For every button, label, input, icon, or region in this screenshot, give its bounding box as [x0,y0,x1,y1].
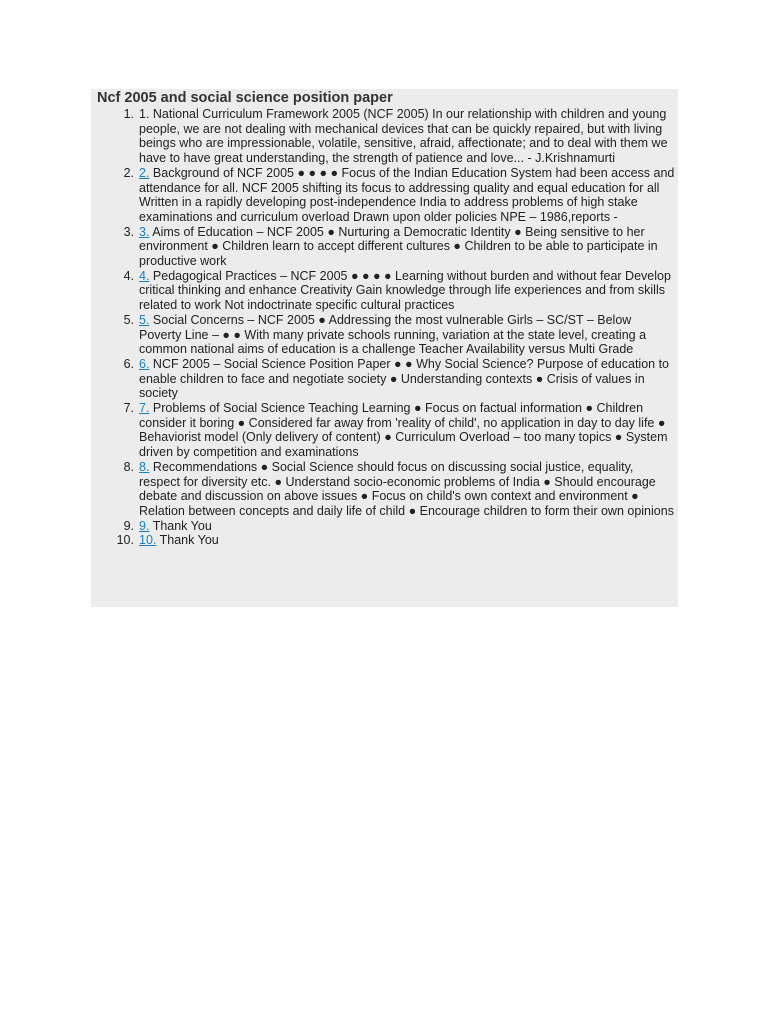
slide-number: 10. [116,533,134,548]
slide-text: 1. National Curriculum Framework 2005 (NCF 2005) In our relationship with children and young people, we are not dealing with mechanical devices that can be quickly repaired, but with living beings who are impressionable, volatile, sensitive, afraid, affectionate; and to deal with them we have to have great understanding, the strength of patience and love... - J.Krishnamurti [139,107,668,166]
slide-text: Problems of Social Science Teaching Learning ● Focus on factual information ● Children consider it boring ● Considered far away from 'reality of child', no application in day to day life ● Behaviorist model (Only delivery of content) ● Curriculum Overload – too many topics ● System driven by competition and examinations [139,401,668,460]
slide-number: 5. [123,312,134,327]
slide-item [91,401,678,460]
slide-list [91,107,678,548]
document-title: Ncf 2005 and social science position paper [97,90,393,106]
slide-text: Social Concerns – NCF 2005 ● Addressing the most vulnerable Girls – SC/ST – Below Poverty Line – ● ● With many private schools running, variation at the state level, creating a common national aims of education is a challenge Teacher Availability versus Multi Grade [139,312,647,357]
slide-text: Thank You [152,518,212,533]
document-panel [91,89,678,607]
slide-number: 2. [123,165,134,180]
slide-number: 7. [123,401,134,416]
slide-link[interactable]: 8. [139,459,150,474]
slide-item [91,460,678,519]
slide-link[interactable]: 6. [139,356,150,371]
slide-text: Background of NCF 2005 ● ● ● ● Focus of the Indian Education System had been access and attendance for all. NCF 2005 shifting its focus to addressing quality and equal education for all Written in a rapidly developing post-independence India to address problems of high stake examinations and curriculum overload Drawn upon older policies NPE – 1986,reports - [139,165,675,224]
slide-link[interactable]: 5. [139,312,150,327]
slide-number: 1. [123,107,134,121]
slide-item [91,269,678,313]
slide-link[interactable]: 10. [139,533,157,548]
slide-item [91,313,678,357]
slide-number: 3. [123,224,134,239]
slide-text: NCF 2005 – Social Science Position Paper ● ● Why Social Science? Purpose of education to enable children to face and negotiate society ● Understanding contexts ● Crisis of values in society [139,356,669,401]
slide-link[interactable]: 4. [139,268,150,283]
slide-link[interactable]: 9. [139,518,150,533]
slide-text: Aims of Education – NCF 2005 ● Nurturing a Democratic Identity ● Being sensitive to her environment ● Children learn to accept different cultures ● Children to be able to participate in productive work [139,224,658,269]
slide-link[interactable]: 7. [139,401,150,416]
slide-item [91,166,678,225]
slide-number: 9. [123,518,134,533]
slide-text: Pedagogical Practices – NCF 2005 ● ● ● ● Learning without burden and without fear Develop critical thinking and enhance Creativity Gain knowledge through life experiences and from skills related to work Not indoctrinate specific cultural practices [139,268,671,313]
slide-item [91,225,678,269]
slide-number: 6. [123,356,134,371]
slide-number: 8. [123,459,134,474]
slide-number: 4. [123,268,134,283]
slide-text: Recommendations ● Social Science should focus on discussing social justice, equality, respect for diversity etc. ● Understand socio-economic problems of India ● Should encourage debate and discussion on above issues ● Focus on child's own context and environment ● Relation between concepts and daily life of child ● Encourage children to form their own opinions [139,459,674,518]
slide-item [91,519,678,534]
slide-link[interactable]: 3. [139,224,150,239]
slide-item [91,107,678,166]
slide-item [91,533,678,548]
slide-item [91,357,678,401]
slide-text: Thank You [159,533,219,548]
slide-link[interactable]: 2. [139,165,150,180]
